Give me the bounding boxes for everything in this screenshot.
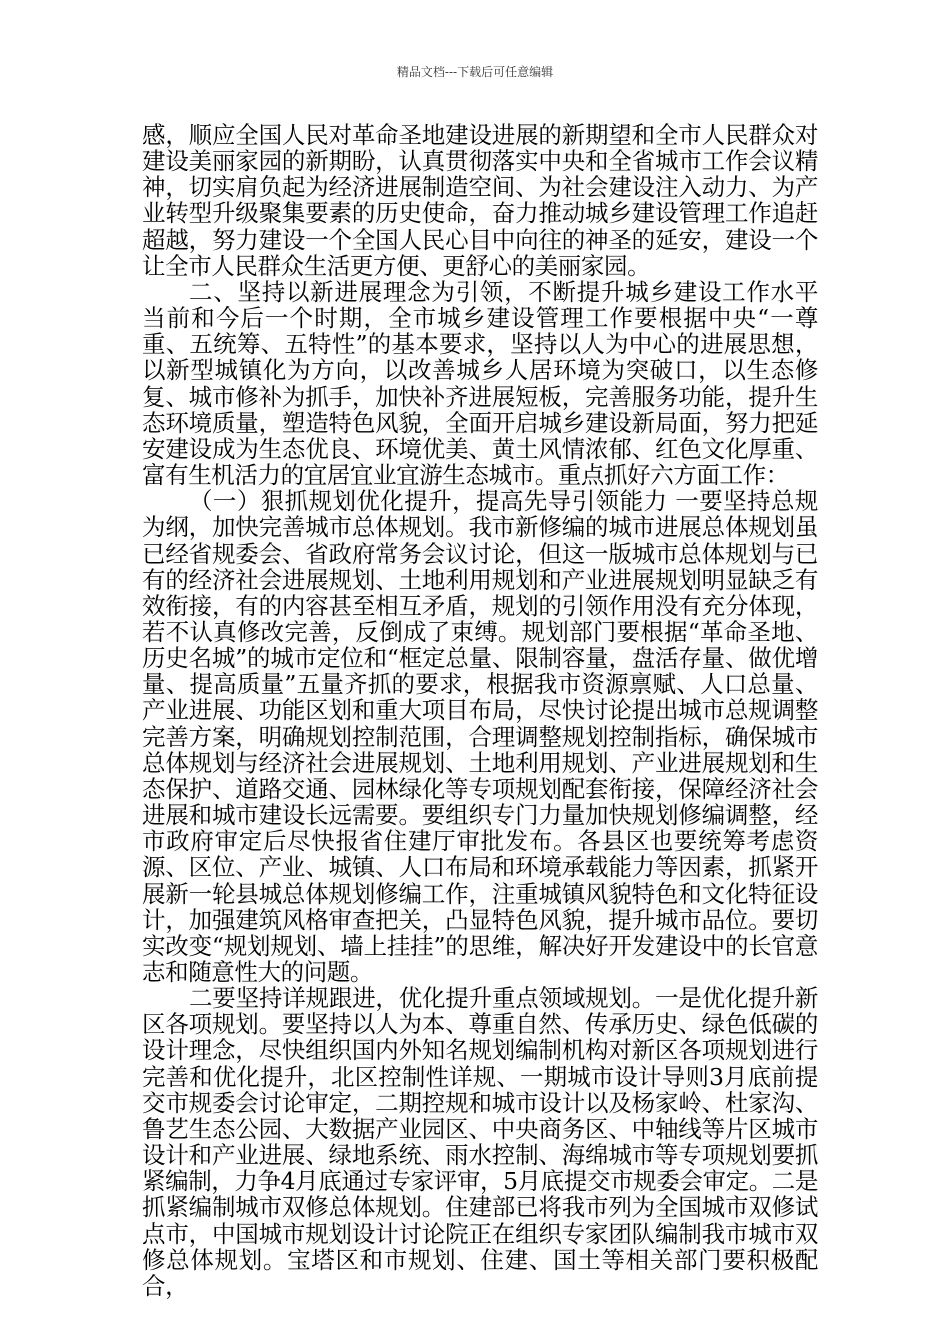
paragraph-section-two: 二、坚持以新进展理念为引领，不断提升城乡建设工作水平 当前和今后一个时期，全市城乡建设管理工作要根据中央“一尊重、五统筹、五特性”的基本要求，坚持以人为中心的进展思想，以新型城镇化为方向，以改善城乡人居环境为突破口，以生态修复、城市修补为抓手，加快补齐进展短板，完善服务功能，提升生态环境质量，塑造特色风貌，全面开启城乡建设新局面，努力把延安建设成为生态优良、环境优美、黄土风情浓郁、红色文化厚重、富有生机活力的宜居宜业宜游生态城市。重点抓好六方面工作：	[142, 277, 818, 490]
paragraph-planning-overall: （一）狠抓规划优化提升，提高先导引领能力 一要坚持总规为纲，加快完善城市总体规划。我市新修编的城市进展总体规划虽已经省规委会、省政府常务会议讨论，但这一版城市总体规划与已有的经济社会进展规划、土地利用规划和产业进展规划明显缺乏有效衔接，有的内容甚至相互矛盾，规划的引领作用没有充分体现，若不认真修改完善，反倒成了束缚。规划部门要根据“革命圣地、历史名城”的城市定位和“框定总量、限制容量，盘活存量、做优增量、提高质量”五量齐抓的要求，根据我市资源禀赋、人口总量、产业进展、功能区划和重大项目布局，尽快讨论提出城市总规调整完善方案，明确规划控制范围，合理调整规划控制指标，确保城市总体规划与经济社会进展规划、土地利用规划、产业进展规划和生态保护、道路交通、园林绿化等专项规划配套衔接，保障经济社会进展和城市建设长远需要。要组织专门力量加快规划修编调整，经市政府审定后尽快报省住建厅审批发布。各县区也要统筹考虑资源、区位、产业、城镇、人口布局和环境承载能力等因素，抓紧开展新一轮县城总体规划修编工作，注重城镇风貌特色和文化特征设计，加强建筑风格审查把关，凸显特色风貌，提升城市品位。要切实改变“规划规划、墙上挂挂”的思维，解决好开发建设中的长官意志和随意性大的问题。	[142, 487, 818, 986]
paragraph-continuation: 感，顺应全国人民对革命圣地建设进展的新期望和全市人民群众对建设美丽家园的新期盼，认真贯彻落实中央和全省城市工作会议精神，切实肩负起为经济进展制造空间、为社会建设注入动力、为产业转型升级聚集要素的历史使命，奋力推动城乡建设管理工作追赶超越，努力建设一个全国人民心目中向往的神圣的延安，建设一个让全市人民群众生活更方便、更舒心的美丽家园。	[142, 121, 818, 280]
document-body	[142, 122, 818, 1299]
page-header: 精品文档---下载后可任意编辑	[396, 65, 554, 79]
paragraph-planning-detailed: 二要坚持详规跟进，优化提升重点领域规划。一是优化提升新区各项规划。要坚持以人为本、尊重自然、传承历史、绿色低碳的设计理念，尽快组织国内外知名规划编制机构对新区各项规划进行完善和优化提升，北区控制性详规、一期城市设计导则3月底前提交市规委会讨论审定，二期控规和城市设计以及杨家岭、杜家沟、鲁艺生态公园、大数据产业园区、中央商务区、中轴线等片区城市设计和产业进展、绿地系统、雨水控制、海绵城市等专项规划要抓紧编制，力争4月底通过专家评审，5月底提交市规委会审定。二是抓紧编制城市双修总体规划。住建部已将我市列为全国城市双修试点市，中国城市规划设计讨论院正在组织专家团队编制我市城市双修总体规划。宝塔区和市规划、住建、国土等相关部门要积极配合，	[142, 984, 818, 1300]
